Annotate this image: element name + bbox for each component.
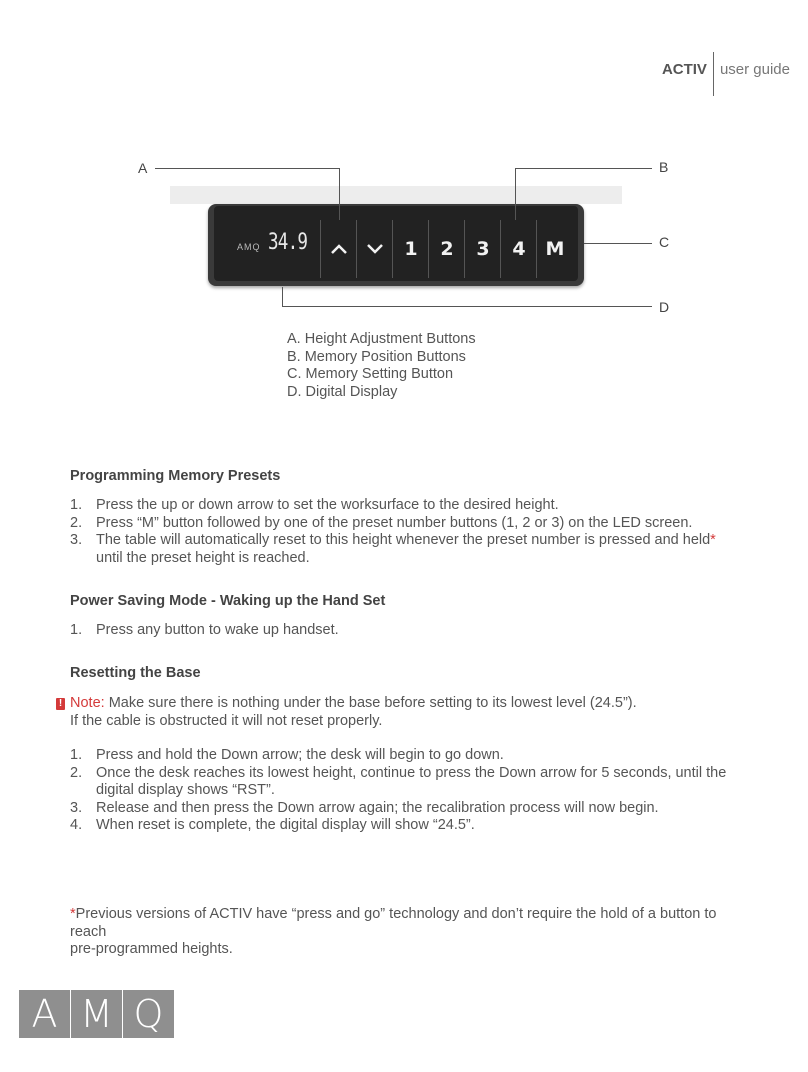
- list-item-continued: until the preset height is reached.: [96, 549, 310, 566]
- memory-set-button: M: [536, 220, 573, 278]
- memory-button-1: 1: [392, 220, 429, 278]
- logo-letter: Q: [122, 990, 174, 1038]
- list-item: 3. The table will automatically reset to this height whenever the preset number is pressed and held*: [70, 532, 716, 548]
- section-title: Power Saving Mode - Waking up the Hand Set: [70, 593, 386, 609]
- callout-d-leader: [282, 287, 283, 307]
- list-item: 2. Press “M” button followed by one of the preset number buttons (1, 2 or 3) on the LED screen.: [70, 514, 693, 531]
- footnote-line-2: pre-programmed heights.: [70, 941, 233, 957]
- chevron-up-icon: [330, 243, 348, 255]
- logo-letter: M: [70, 990, 122, 1038]
- legend-item: C. Memory Setting Button: [287, 366, 454, 382]
- reset-list-wrap: [70, 747, 750, 835]
- section-title: Resetting the Base: [70, 665, 201, 681]
- power-section: [70, 593, 750, 640]
- footnote-star: *: [70, 906, 76, 922]
- legend-item: A. Height Adjustment Buttons: [287, 331, 476, 347]
- digital-display: 34.9: [268, 230, 308, 255]
- note-text-2: If the cable is obstructed it will not reset properly.: [70, 712, 383, 729]
- list-item: 1. Press the up or down arrow to set the worksurface to the desired height.: [70, 497, 559, 513]
- warning-icon: !: [56, 698, 65, 710]
- callout-c: C: [659, 234, 670, 250]
- reset-note: [70, 695, 750, 730]
- header-brand: ACTIV: [661, 60, 707, 78]
- list-item: 4. When reset is complete, the digital display will show “24.5”.: [70, 817, 475, 833]
- callout-b-line: [515, 168, 652, 169]
- up-arrow-button: [320, 220, 357, 278]
- list-item: 1. Press and hold the Down arrow; the desk will begin to go down.: [70, 747, 504, 763]
- chevron-down-icon: [366, 243, 384, 255]
- list-item: 2. Once the desk reaches its lowest height, continue to press the Down arrow for 5 seconds, until the: [70, 764, 727, 781]
- handset-brand: AMQ: [237, 242, 261, 252]
- note-text: Make sure there is nothing under the base before setting to its lowest level (24.5”).: [104, 695, 637, 711]
- handset: [208, 204, 584, 286]
- footnote: [70, 906, 750, 959]
- callout-d-line: [282, 306, 652, 307]
- list-item: 3. Release and then press the Down arrow again; the recalibration process will now begin.: [70, 799, 659, 816]
- reset-section: [70, 665, 750, 681]
- callout-c-line: [584, 243, 652, 244]
- amq-logo: [19, 990, 174, 1038]
- desk-surface: [170, 186, 622, 204]
- legend-item: D. Digital Display: [287, 383, 398, 400]
- list-item: 1. Press any button to wake up handset.: [70, 622, 339, 638]
- power-list: [70, 622, 750, 640]
- callout-a: A: [138, 160, 148, 176]
- note-label: Note:: [70, 695, 105, 711]
- header-subtitle: user guide: [719, 60, 790, 78]
- memory-button-4: 4: [500, 220, 537, 278]
- footnote-line-1: Previous versions of ACTIV have “press and go” technology and don’t require the hold of a button to reach: [70, 906, 717, 940]
- programming-section: [70, 468, 750, 567]
- legend-item: B. Memory Position Buttons: [287, 348, 466, 365]
- reset-list: [70, 747, 750, 835]
- down-arrow-button: [356, 220, 393, 278]
- callout-a-line: [155, 168, 340, 169]
- callout-d: D: [659, 299, 670, 315]
- programming-list: [70, 497, 750, 567]
- callout-a-leader: [339, 168, 340, 220]
- section-title: Programming Memory Presets: [70, 468, 281, 484]
- callout-b-leader: [515, 168, 516, 220]
- memory-button-2: 2: [428, 220, 465, 278]
- logo-letter: A: [31, 992, 58, 1036]
- list-item-continued: digital display shows “RST”.: [96, 782, 275, 798]
- memory-button-3: 3: [464, 220, 501, 278]
- callout-b: B: [659, 159, 669, 175]
- figure-legend: [287, 331, 476, 401]
